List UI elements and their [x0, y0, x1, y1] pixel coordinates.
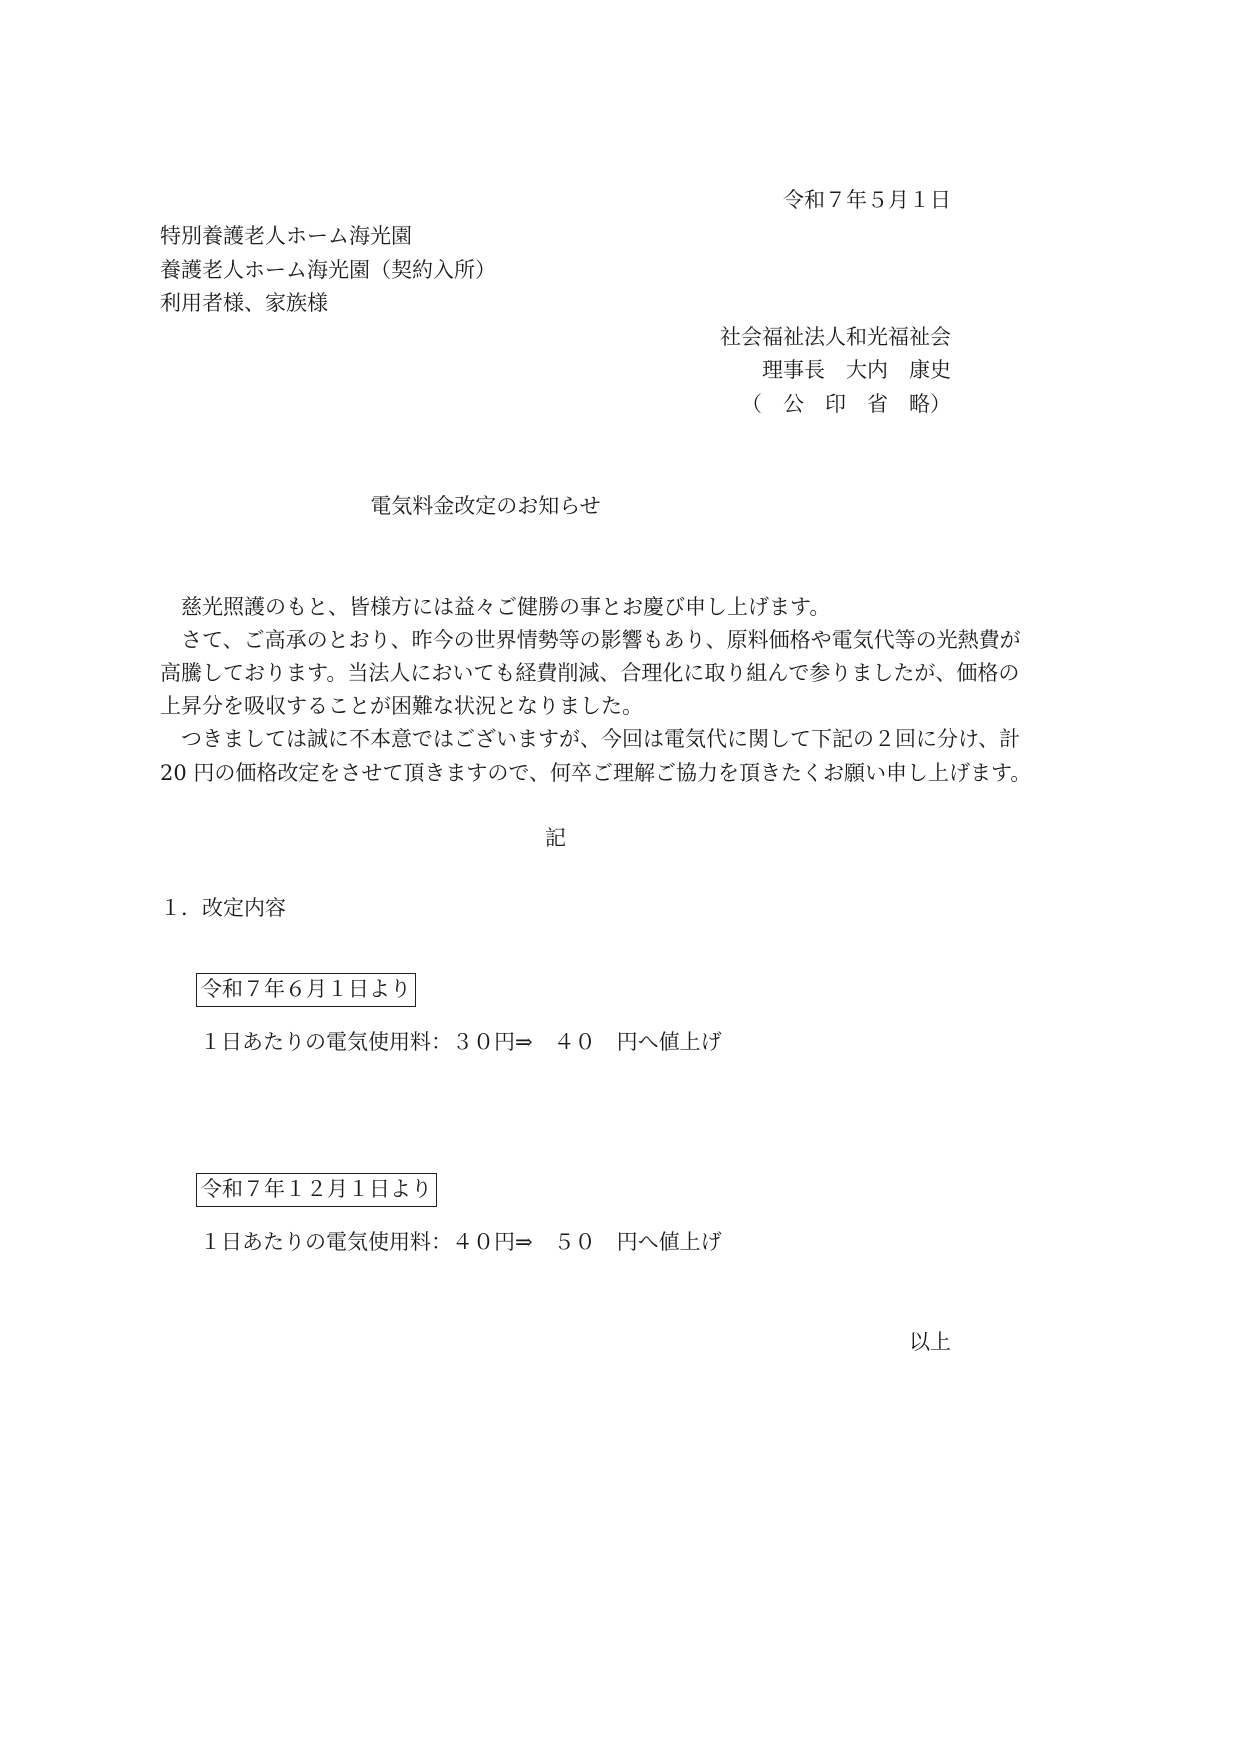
seal-omitted-note: （ 公 印 省 略） — [741, 392, 951, 416]
body-line: 慈光照護のもと、皆様方には益々ご健勝の事とお慶び申し上げます。 — [160, 595, 831, 619]
revision-effective-date-box: 令和７年１２月１日より — [196, 1173, 437, 1207]
body-line: 20 円の価格改定をさせて頂きますので、何卒ご理解ご協力を頂きたくお願い申し上げます。 — [160, 761, 1032, 785]
body-line: さて、ご高承のとおり、昨今の世界情勢等の影響もあり、原料価格や電気代等の光熱費が — [160, 628, 1021, 652]
revision-detail: １日あたりの電気使用料：３０円⇒ ４０ 円へ値上げ — [200, 1030, 722, 1054]
document-date: 令和７年５月１日 — [783, 188, 951, 212]
sender-organization: 社会福祉法人和光福祉会 — [720, 325, 951, 349]
document-title: 電気料金改定のお知らせ — [370, 494, 601, 518]
revision-effective-date-box: 令和７年６月１日より — [196, 973, 416, 1007]
body-line: 高騰しております。当法人においても経費削減、合理化に取り組んで参りましたが、価格の — [160, 661, 1020, 685]
sender-title-name: 理事長 大内 康史 — [762, 358, 951, 382]
section-heading: １．改定内容 — [160, 896, 286, 920]
revision-detail: １日あたりの電気使用料：４０円⇒ ５０ 円へ値上げ — [200, 1230, 722, 1254]
body-line: つきましては誠に不本意ではございますが、今回は電気代に関して下記の２回に分け、計 — [160, 727, 1021, 751]
recipient-line: 利用者様、家族様 — [160, 291, 328, 315]
recipient-line: 特別養護老人ホーム海光園 — [160, 224, 412, 248]
body-line: 上昇分を吸収することが困難な状況となりました。 — [160, 694, 643, 718]
closing-ijou: 以上 — [909, 1330, 951, 1354]
ki-heading: 記 — [545, 826, 566, 850]
recipient-line: 養護老人ホーム海光園（契約入所） — [160, 258, 496, 282]
